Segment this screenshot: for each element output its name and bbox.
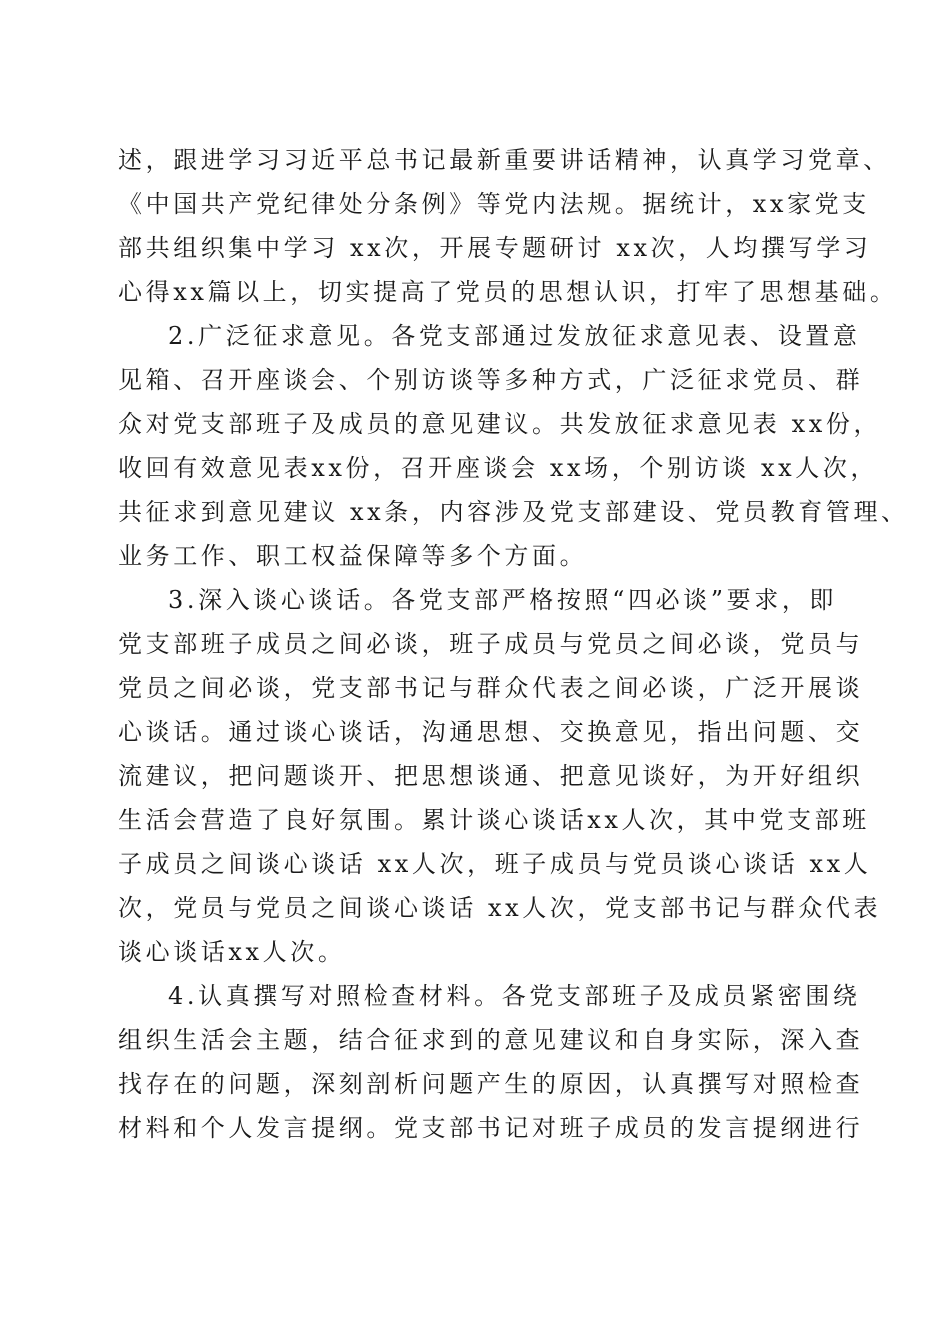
text-line: 材料和个人发言提纲。党支部书记对班子成员的发言提纲进行 xyxy=(118,1114,864,1142)
text-line: 述，跟进学习习近平总书记最新重要讲话精神，认真学习党章、 xyxy=(118,146,891,174)
text-line: 见箱、召开座谈会、个别访谈等多种方式，广泛征求党员、群 xyxy=(118,366,864,394)
text-line: 3.深入谈心谈话。各党支部严格按照“四必谈”要求，即 xyxy=(168,586,838,614)
text-line: 子成员之间谈心谈话 xx人次，班子成员与党员谈心谈话 xx人 xyxy=(118,850,872,878)
text-line: 心得xx篇以上，切实提高了党员的思想认识，打牢了思想基础。 xyxy=(118,278,898,306)
paragraph-continued-study xyxy=(118,138,898,314)
text-line: 组织生活会主题，结合征求到的意见建议和自身实际，深入查 xyxy=(118,1026,864,1054)
text-line: 部共组织集中学习 xx次，开展专题研讨 xx次，人均撰写学习 xyxy=(118,234,872,262)
paragraph-heart-to-heart-talks xyxy=(118,578,882,974)
text-line: 找存在的问题，深刻剖析问题产生的原因，认真撰写对照检查 xyxy=(118,1070,864,1098)
text-line: 业务工作、职工权益保障等多个方面。 xyxy=(118,542,588,570)
text-line: 2.广泛征求意见。各党支部通过发放征求意见表、设置意 xyxy=(168,322,861,350)
text-line: 心谈话。通过谈心谈话，沟通思想、交换意见，指出问题、交 xyxy=(118,718,864,746)
paragraph-review-materials xyxy=(118,974,864,1150)
text-line: 党支部班子成员之间必谈，班子成员与党员之间必谈，党员与 xyxy=(118,630,864,658)
text-line: 生活会营造了良好氛围。累计谈心谈话xx人次，其中党支部班 xyxy=(118,806,870,834)
text-line: 4.认真撰写对照检查材料。各党支部班子及成员紧密围绕 xyxy=(168,982,861,1010)
document-body xyxy=(118,138,909,1150)
paragraph-solicit-opinions xyxy=(118,314,909,578)
text-line: 流建议，把问题谈开、把思想谈通、把意见谈好，为开好组织 xyxy=(118,762,864,790)
text-line: 收回有效意见表xx份，召开座谈会 xx场，个别访谈 xx人次， xyxy=(118,454,879,482)
text-line: 《中国共产党纪律处分条例》等党内法规。据统计，xx家党支 xyxy=(118,190,870,218)
text-line: 党员之间必谈，党支部书记与群众代表之间必谈，广泛开展谈 xyxy=(118,674,864,702)
text-line: 众对党支部班子及成员的意见建议。共发放征求意见表 xx份， xyxy=(118,410,882,438)
text-line: 次，党员与党员之间谈心谈话 xx人次，党支部书记与群众代表 xyxy=(118,894,882,922)
text-line: 共征求到意见建议 xx条，内容涉及党支部建设、党员教育管理、 xyxy=(118,498,909,526)
text-line: 谈心谈话xx人次。 xyxy=(118,938,346,966)
